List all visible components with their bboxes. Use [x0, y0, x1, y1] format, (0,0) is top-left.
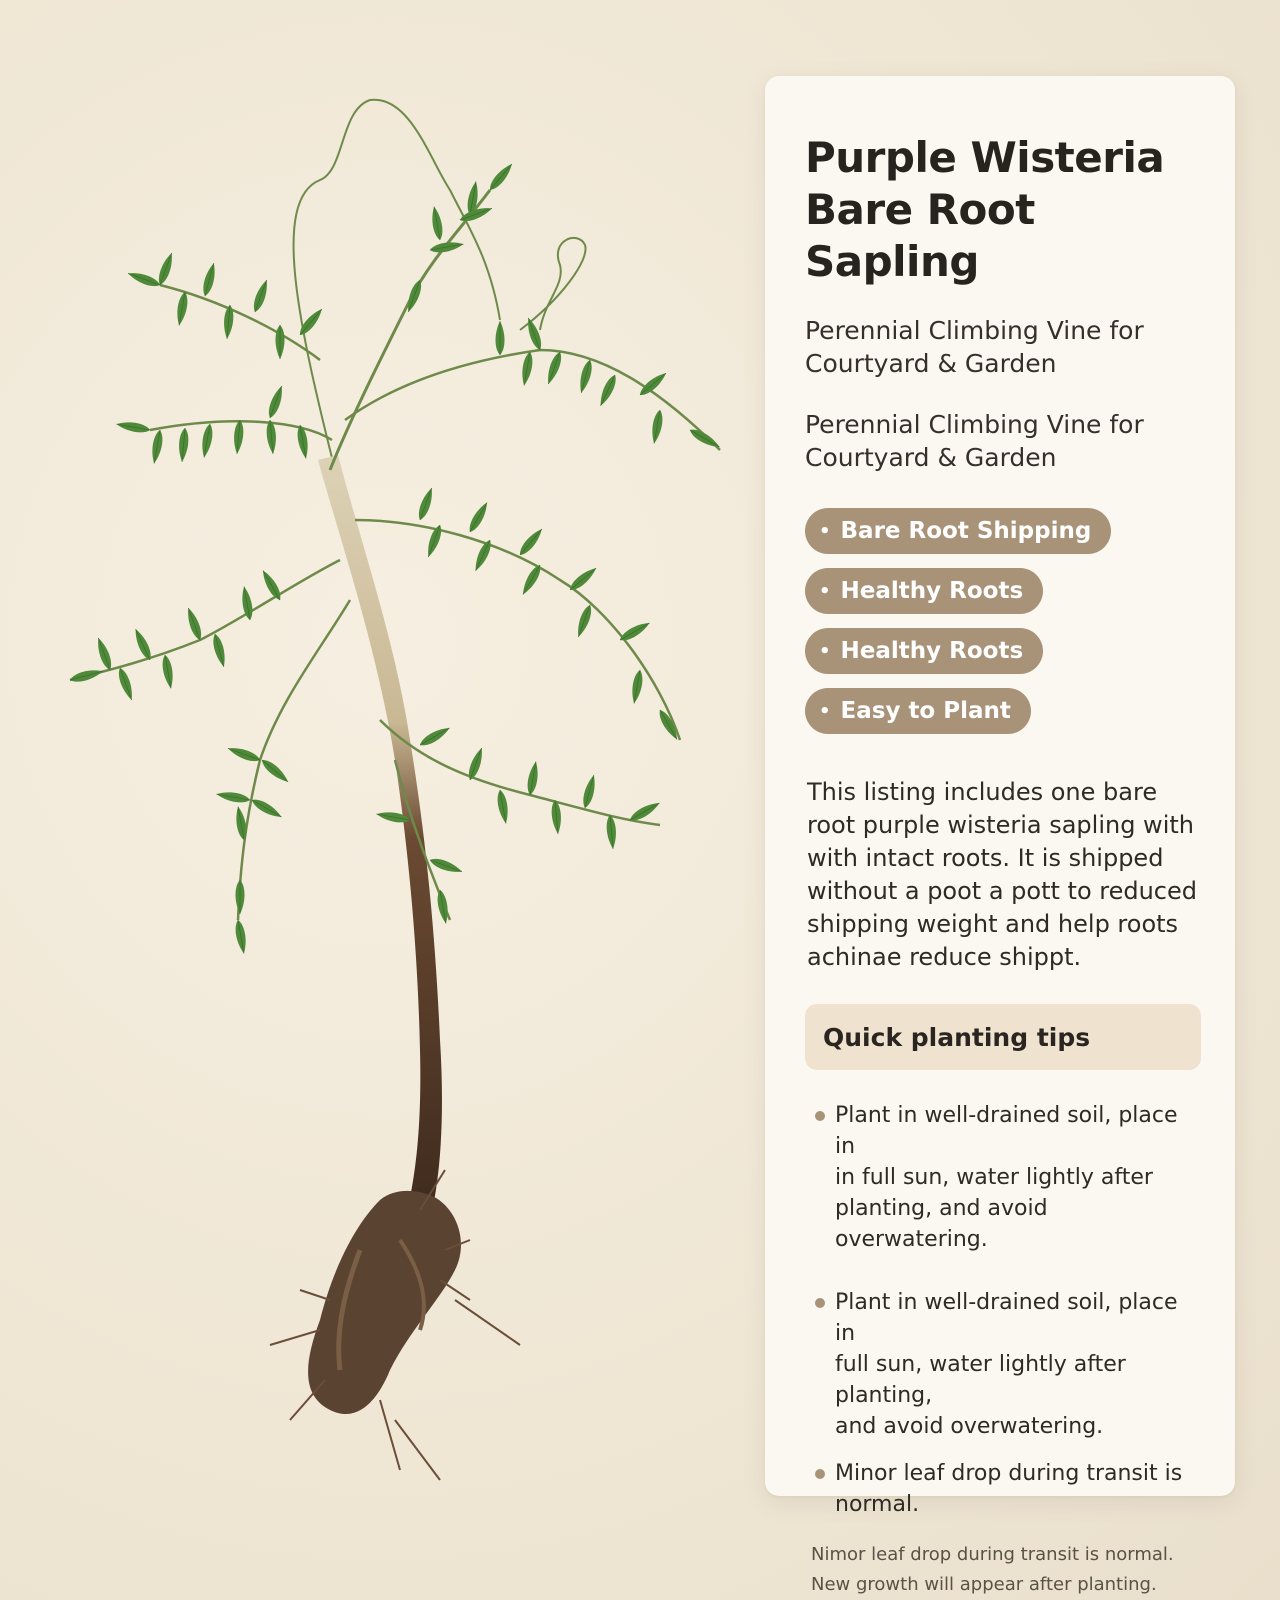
tip-item [813, 1287, 1201, 1442]
description-line: with intact roots. It is shipped [807, 844, 1164, 872]
feature-chip [805, 568, 1043, 614]
leaves [69, 161, 722, 954]
feature-chip [805, 688, 1031, 734]
product-title [805, 132, 1201, 288]
product-subtitle [805, 408, 1201, 474]
subtitle-line: Courtyard & Garden [805, 349, 1057, 378]
root-ball [270, 1170, 520, 1480]
description-line: shipping weight and help roots [807, 910, 1179, 938]
product-info-card [765, 76, 1235, 1595]
trunk [318, 455, 442, 1220]
description-line: This listing includes one bare [807, 778, 1158, 806]
feature-chip-label: Bare Root Shipping [840, 518, 1092, 544]
shipping-footnote [811, 1540, 1201, 1600]
planting-tips-list [813, 1100, 1201, 1520]
tip-item [813, 1458, 1201, 1520]
tip-line: normal. [835, 1492, 920, 1517]
planting-tips-header: Quick planting tips [805, 1004, 1201, 1070]
bullet-icon: • [819, 520, 831, 542]
tip-line: planting, and avoid overwatering. [835, 1196, 1048, 1252]
subtitle-line: Perennial Climbing Vine for [805, 316, 1144, 345]
footnote-line: Nimor leaf drop during transit is normal. [811, 1544, 1174, 1565]
bullet-icon: • [819, 700, 831, 722]
tendril [520, 238, 586, 330]
product-subtitle [805, 314, 1201, 380]
tip-line: and avoid overwatering. [835, 1414, 1104, 1439]
feature-chip [805, 508, 1111, 554]
product-title-line: Bare Root Sapling [805, 185, 1035, 286]
feature-chips [805, 508, 1201, 734]
tip-line: full sun, water lightly after planting, [835, 1352, 1126, 1408]
tip-item [813, 1100, 1201, 1255]
description-line: achinae reduce shippt. [807, 943, 1082, 971]
description-line: root purple wisteria sapling with [807, 811, 1194, 839]
tip-line: Plant in well-drained soil, place in [835, 1290, 1178, 1346]
description-line: without a poot a pott to reduced [807, 877, 1197, 905]
subtitle-line: Courtyard & Garden [805, 443, 1057, 472]
bullet-icon: • [819, 640, 831, 662]
product-description [807, 776, 1201, 974]
product-title-line: Purple Wisteria [805, 133, 1165, 182]
subtitle-line: Perennial Climbing Vine for [805, 410, 1144, 439]
tip-line: Minor leaf drop during transit is [835, 1461, 1183, 1486]
feature-chip [805, 628, 1043, 674]
tip-line: in full sun, water lightly after [835, 1165, 1153, 1190]
bullet-icon: • [819, 580, 831, 602]
footnote-line: New growth will appear after planting. [811, 1574, 1157, 1595]
feature-chip-label: Healthy Roots [840, 638, 1024, 664]
tendril [294, 100, 500, 470]
tip-line: Plant in well-drained soil, place in [835, 1103, 1178, 1159]
feature-chip-label: Healthy Roots [840, 578, 1024, 604]
feature-chip-label: Easy to Plant [840, 698, 1011, 724]
